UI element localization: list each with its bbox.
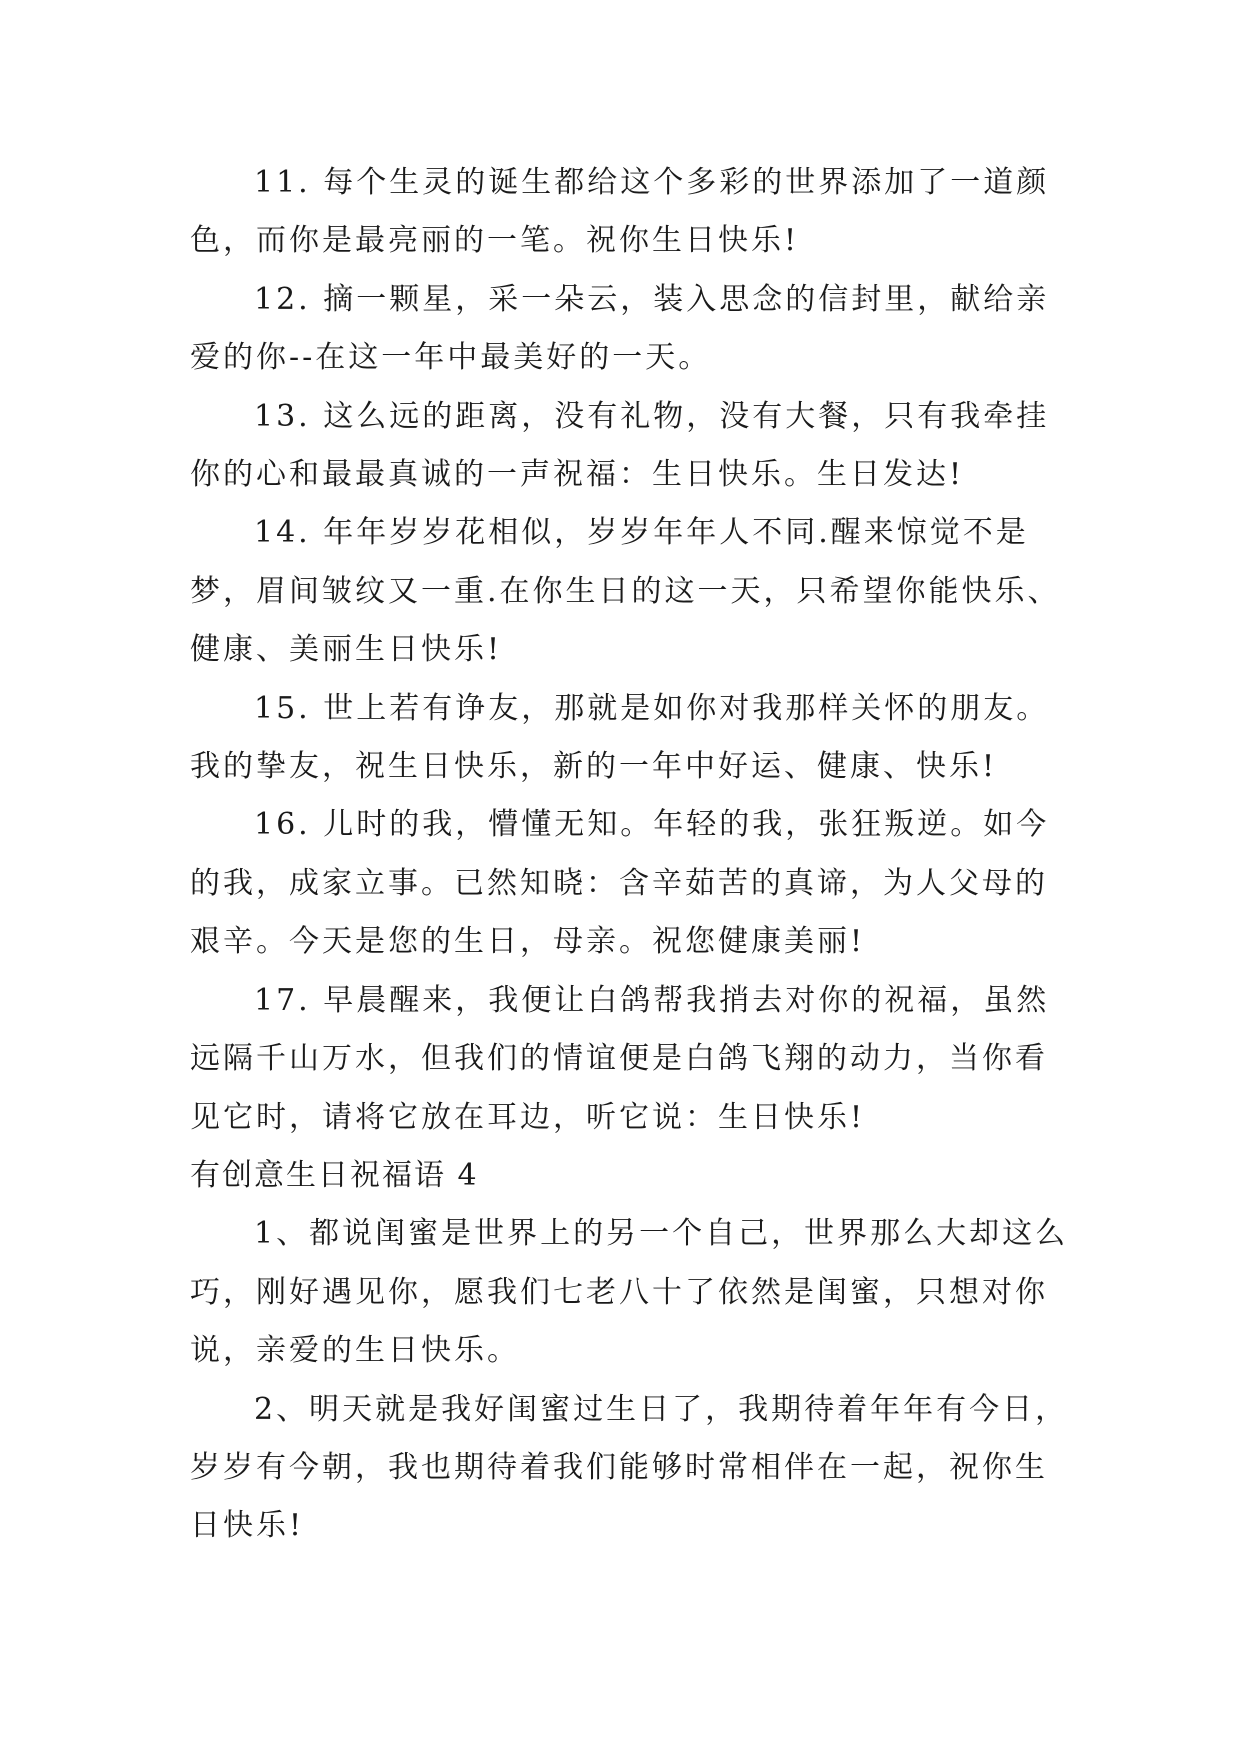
- paragraph-16: 16. 儿时的我，懵懂无知。年轻的我，张狂叛逆。如今的我，成家立事。已然知晓：含辛茹苦的真谛，为人父母的艰辛。今天是您的生日，母亲。祝您健康美丽!: [190, 807, 1050, 960]
- paragraph-15: 15. 世上若有诤友，那就是如你对我那样关怀的朋友。我的挚友，祝生日快乐，新的一年中好运、健康、快乐!: [190, 690, 1050, 785]
- paragraph-14: 14. 年年岁岁花相似，岁岁年年人不同.醒来惊觉不是梦，眉间皱纹又一重.在你生日的这一天，只希望你能快乐、健康、美丽生日快乐!: [190, 515, 1061, 668]
- document-body: [190, 154, 1070, 1556]
- paragraph-12: 12. 摘一颗星，采一朵云，装入思念的信封里，献给亲爱的你--在这一年中最美好的一天。: [190, 281, 1050, 376]
- section-paragraph-2: 2、明天就是我好闺蜜过生日了，我期待着年年有今日，岁岁有今朝，我也期待着我们能够时常相伴在一起，祝你生日快乐!: [190, 1391, 1069, 1544]
- section-paragraph-1: 1、都说闺蜜是世界上的另一个自己，世界那么大却这么巧，刚好遇见你，愿我们七老八十了依然是闺蜜，只想对你说，亲爱的生日快乐。: [190, 1216, 1069, 1369]
- paragraph-13: 13. 这么远的距离，没有礼物，没有大餐，只有我牵挂你的心和最最真诚的一声祝福：生日快乐。生日发达!: [190, 398, 1050, 493]
- section-heading: 有创意生日祝福语 4: [190, 1157, 479, 1193]
- paragraph-17: 17. 早晨醒来，我便让白鸽帮我捎去对你的祝福，虽然远隔千山万水，但我们的情谊便是白鸽飞翔的动力，当你看见它时，请将它放在耳边，听它说：生日快乐!: [190, 982, 1050, 1135]
- paragraph-11: 11. 每个生灵的诞生都给这个多彩的世界添加了一道颜色，而你是最亮丽的一笔。祝你生日快乐!: [190, 165, 1050, 259]
